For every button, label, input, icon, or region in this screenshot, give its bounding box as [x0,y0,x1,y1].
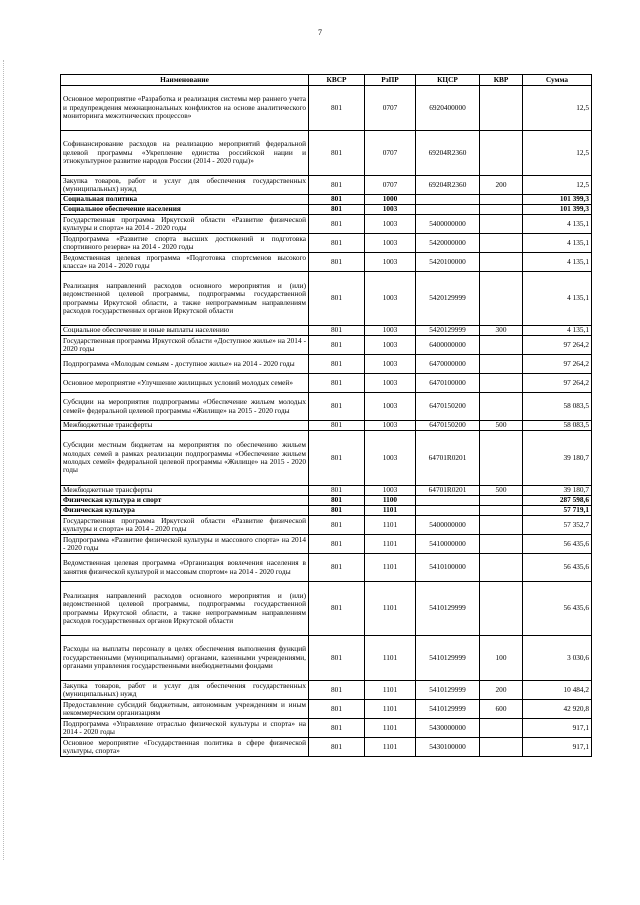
cell-sum: 4 135,1 [523,215,592,234]
cell-kcsr: 5400000000 [416,215,480,234]
table-row [61,582,592,636]
cell-kvr [480,234,523,253]
page-number: 7 [318,28,322,37]
cell-sum: 4 135,1 [523,253,592,272]
cell-name: Основное мероприятие «Государственная политика в сфере физической культуры, спорта» [61,738,309,757]
cell-name: Предоставление субсидий бюджетным, автономным учреждениям и иным некоммерческим организациям [61,700,309,719]
cell-sum: 57 719,1 [523,506,592,516]
cell-sum: 97 264,2 [523,336,592,355]
cell-rzpr: 1003 [365,486,416,496]
cell-kvsr: 801 [309,719,365,738]
cell-rzpr: 1003 [365,326,416,336]
cell-kvsr: 801 [309,205,365,215]
cell-kvr [480,506,523,516]
cell-sum: 97 264,2 [523,355,592,374]
cell-kvsr: 801 [309,582,365,636]
cell-kcsr: 5420100000 [416,253,480,272]
table-row [61,131,592,176]
cell-rzpr: 1003 [365,336,416,355]
cell-kcsr: 69204R2360 [416,131,480,176]
cell-kcsr: 5420000000 [416,234,480,253]
cell-kvr: 500 [480,421,523,431]
cell-sum: 4 135,1 [523,234,592,253]
cell-kvsr: 801 [309,421,365,431]
cell-kcsr: 6470000000 [416,355,480,374]
cell-kcsr [416,195,480,205]
cell-sum: 97 264,2 [523,374,592,393]
cell-sum: 4 135,1 [523,326,592,336]
table-row [61,253,592,272]
cell-kcsr [416,506,480,516]
table-body [61,86,592,757]
cell-rzpr: 1003 [365,421,416,431]
cell-rzpr: 1003 [365,431,416,486]
cell-kvsr: 801 [309,506,365,516]
cell-kcsr [416,496,480,506]
cell-name: Физическая культура и спорт [61,496,309,506]
cell-kcsr: 5410129999 [416,636,480,681]
cell-kvsr: 801 [309,496,365,506]
cell-rzpr: 1101 [365,506,416,516]
cell-kvsr: 801 [309,195,365,205]
cell-kvr [480,195,523,205]
cell-kcsr: 5410129999 [416,681,480,700]
cell-rzpr: 1101 [365,554,416,582]
cell-sum: 56 435,6 [523,554,592,582]
table-row [61,700,592,719]
cell-sum: 917,1 [523,738,592,757]
cell-kvr [480,131,523,176]
table-row [61,535,592,554]
cell-rzpr: 1003 [365,234,416,253]
table-row [61,326,592,336]
cell-rzpr: 1003 [365,355,416,374]
cell-kvsr: 801 [309,486,365,496]
cell-kvr: 200 [480,176,523,195]
cell-rzpr: 1101 [365,700,416,719]
cell-name: Ведомственная целевая программа «Подготовка спортсменов высокого класса» на 2014 - 2020 годы [61,253,309,272]
cell-kvr [480,496,523,506]
cell-sum: 56 435,6 [523,535,592,554]
cell-kvr [480,272,523,326]
cell-kcsr: 5410000000 [416,535,480,554]
cell-sum: 10 484,2 [523,681,592,700]
cell-rzpr: 1100 [365,496,416,506]
cell-rzpr: 1003 [365,393,416,421]
cell-name: Реализация направлений расходов основного мероприятия и (или) ведомственной целевой программы, подпрограммы государственной программы Иркутской области, а также непрограммным направлениям расходов государственных органов Иркутской области [61,272,309,326]
cell-sum: 58 083,5 [523,421,592,431]
cell-sum: 917,1 [523,719,592,738]
cell-kvsr: 801 [309,431,365,486]
cell-name: Государственная программа Иркутской области «Развитие физической культуры и спорта» на 2014 - 2020 годы [61,215,309,234]
cell-kcsr: 64701R0201 [416,431,480,486]
cell-sum: 39 180,7 [523,431,592,486]
cell-name: Подпрограмма «Молодым семьям - доступное жилье» на 2014 - 2020 годы [61,355,309,374]
table-header-row [61,75,592,86]
cell-kvsr: 801 [309,131,365,176]
cell-rzpr: 0707 [365,176,416,195]
cell-kvsr: 801 [309,253,365,272]
cell-rzpr: 1003 [365,374,416,393]
cell-kvsr: 801 [309,738,365,757]
table-row [61,681,592,700]
cell-name: Государственная программа Иркутской области «Развитие физической культуры и спорта» на 2014 - 2020 годы [61,516,309,535]
cell-rzpr: 0707 [365,131,416,176]
cell-kcsr: 5400000000 [416,516,480,535]
cell-kvr: 200 [480,681,523,700]
cell-kvsr: 801 [309,326,365,336]
header-rzpr: РзПР [365,75,416,86]
cell-kvr [480,86,523,131]
cell-kvr [480,719,523,738]
cell-kvr [480,355,523,374]
cell-name: Государственная программа Иркутской области «Доступное жилье» на 2014 - 2020 годы [61,336,309,355]
cell-sum: 56 435,6 [523,582,592,636]
table-row [61,719,592,738]
cell-name: Подпрограмма «Развитие спорта высших достижений и подготовка спортивного резерва» на 2014 - 2020 годы [61,234,309,253]
cell-kcsr: 6400000000 [416,336,480,355]
header-name: Наименование [61,75,309,86]
table-row [61,272,592,326]
cell-name: Закупка товаров, работ и услуг для обеспечения государственных (муниципальных) нужд [61,176,309,195]
cell-kvr [480,738,523,757]
cell-name: Подпрограмма «Развитие физической культуры и массового спорта» на 2014 - 2020 годы [61,535,309,554]
cell-kvsr: 801 [309,636,365,681]
cell-kcsr: 5420129999 [416,326,480,336]
cell-name: Ведомственная целевая программа «Организация вовлечения населения в занятия физической культурой и массовым спортом» на 2014 - 2020 годы [61,554,309,582]
cell-kcsr: 6920400000 [416,86,480,131]
table-row [61,205,592,215]
cell-sum: 57 352,7 [523,516,592,535]
budget-table [60,74,592,757]
cell-kvr: 500 [480,486,523,496]
table-row [61,421,592,431]
table-row [61,355,592,374]
cell-rzpr: 1003 [365,272,416,326]
cell-kcsr: 69204R2360 [416,176,480,195]
cell-kcsr: 6470100000 [416,374,480,393]
cell-kvr [480,582,523,636]
cell-kvr [480,393,523,421]
cell-kcsr: 5410129999 [416,700,480,719]
cell-kcsr: 5430000000 [416,719,480,738]
cell-name: Закупка товаров, работ и услуг для обеспечения государственных (муниципальных) нужд [61,681,309,700]
table-row [61,393,592,421]
cell-name: Социальное обеспечение населения [61,205,309,215]
cell-kvsr: 801 [309,554,365,582]
cell-name: Субсидии на мероприятия подпрограммы «Обеспечение жильем молодых семей» федеральной целевой программы «Жилище» на 2015 - 2020 годы [61,393,309,421]
cell-kvr [480,431,523,486]
cell-name: Подпрограмма «Управление отраслью физической культуры и спорта» на 2014 - 2020 годы [61,719,309,738]
cell-kvr [480,516,523,535]
header-sum: Сумма [523,75,592,86]
cell-kvsr: 801 [309,176,365,195]
cell-kvsr: 801 [309,374,365,393]
cell-name: Социальная политика [61,195,309,205]
cell-kcsr: 6470150200 [416,393,480,421]
cell-kvr [480,205,523,215]
cell-name: Расходы на выплаты персоналу в целях обеспечения выполнения функций государственными (муниципальными) органами, казенными учреждениями, органами управления государственными внебюджетными фондами [61,636,309,681]
cell-kcsr: 5420129999 [416,272,480,326]
table-row [61,636,592,681]
scan-edge-marks [3,60,6,860]
cell-rzpr: 1101 [365,535,416,554]
cell-kvr [480,374,523,393]
cell-name: Физическая культура [61,506,309,516]
cell-kvr [480,554,523,582]
cell-sum: 39 180,7 [523,486,592,496]
cell-rzpr: 1101 [365,738,416,757]
cell-rzpr: 1101 [365,681,416,700]
cell-sum: 101 399,3 [523,205,592,215]
cell-sum: 12,5 [523,86,592,131]
cell-kvsr: 801 [309,681,365,700]
cell-name: Основное мероприятие «Улучшение жилищных условий молодых семей» [61,374,309,393]
header-kvsr: КВСР [309,75,365,86]
cell-kvsr: 801 [309,234,365,253]
cell-kvsr: 801 [309,272,365,326]
cell-sum: 4 135,1 [523,272,592,326]
cell-kvr: 300 [480,326,523,336]
cell-sum: 42 920,8 [523,700,592,719]
table-row [61,234,592,253]
cell-rzpr: 1101 [365,516,416,535]
cell-kvr [480,253,523,272]
cell-sum: 3 030,6 [523,636,592,681]
cell-kvr [480,336,523,355]
cell-rzpr: 1101 [365,636,416,681]
cell-kcsr: 5410129999 [416,582,480,636]
cell-kcsr: 5410100000 [416,554,480,582]
cell-rzpr: 1003 [365,215,416,234]
cell-kvsr: 801 [309,86,365,131]
header-kvr: КВР [480,75,523,86]
cell-rzpr: 1101 [365,719,416,738]
cell-sum: 287 598,6 [523,496,592,506]
cell-name: Социальное обеспечение и иные выплаты населению [61,326,309,336]
cell-sum: 12,5 [523,131,592,176]
cell-kvsr: 801 [309,700,365,719]
cell-kvr: 600 [480,700,523,719]
table-row [61,195,592,205]
cell-kvsr: 801 [309,535,365,554]
cell-kcsr: 64701R0201 [416,486,480,496]
cell-sum: 12,5 [523,176,592,195]
cell-name: Межбюджетные трансферты [61,486,309,496]
cell-kvsr: 801 [309,215,365,234]
table-row [61,215,592,234]
cell-kvsr: 801 [309,355,365,374]
cell-kvr [480,535,523,554]
cell-sum: 58 083,5 [523,393,592,421]
cell-rzpr: 0707 [365,86,416,131]
table-row [61,554,592,582]
cell-rzpr: 1003 [365,205,416,215]
cell-name: Межбюджетные трансферты [61,421,309,431]
cell-kvsr: 801 [309,393,365,421]
table-row [61,516,592,535]
table-row [61,431,592,486]
cell-kvsr: 801 [309,336,365,355]
cell-rzpr: 1000 [365,195,416,205]
cell-sum: 101 399,3 [523,195,592,205]
cell-kvr: 100 [480,636,523,681]
cell-kvsr: 801 [309,516,365,535]
cell-rzpr: 1101 [365,582,416,636]
table-row [61,176,592,195]
table-row [61,374,592,393]
cell-name: Основное мероприятие «Разработка и реализация системы мер раннего учета и предупреждения межнациональных конфликтов на основе аналитического мониторинга межэтнических процессов» [61,86,309,131]
table-row [61,738,592,757]
cell-kcsr: 5430100000 [416,738,480,757]
table-row [61,86,592,131]
cell-name: Субсидии местным бюджетам на мероприятия по обеспечению жильем молодых семей в рамках реализации подпрограммы «Обеспечение жильем молодых семей» федеральной целевой программы «Жилище» на 2015 - 2020 годы [61,431,309,486]
table-row [61,506,592,516]
table-row [61,486,592,496]
cell-kcsr [416,205,480,215]
table-row [61,496,592,506]
table-row [61,336,592,355]
header-kcsr: КЦСР [416,75,480,86]
cell-name: Реализация направлений расходов основного мероприятия и (или) ведомственной целевой программы, подпрограммы государственной программы Иркутской области, а также непрограммным направлениям расходов государственных органов Иркутской области [61,582,309,636]
cell-rzpr: 1003 [365,253,416,272]
cell-kcsr: 6470150200 [416,421,480,431]
cell-kvr [480,215,523,234]
cell-name: Софинансирование расходов на реализацию мероприятий федеральной целевой программы «Укрепление единства российской нации и этнокультурное развитие народов России (2014 - 2020 годы)» [61,131,309,176]
